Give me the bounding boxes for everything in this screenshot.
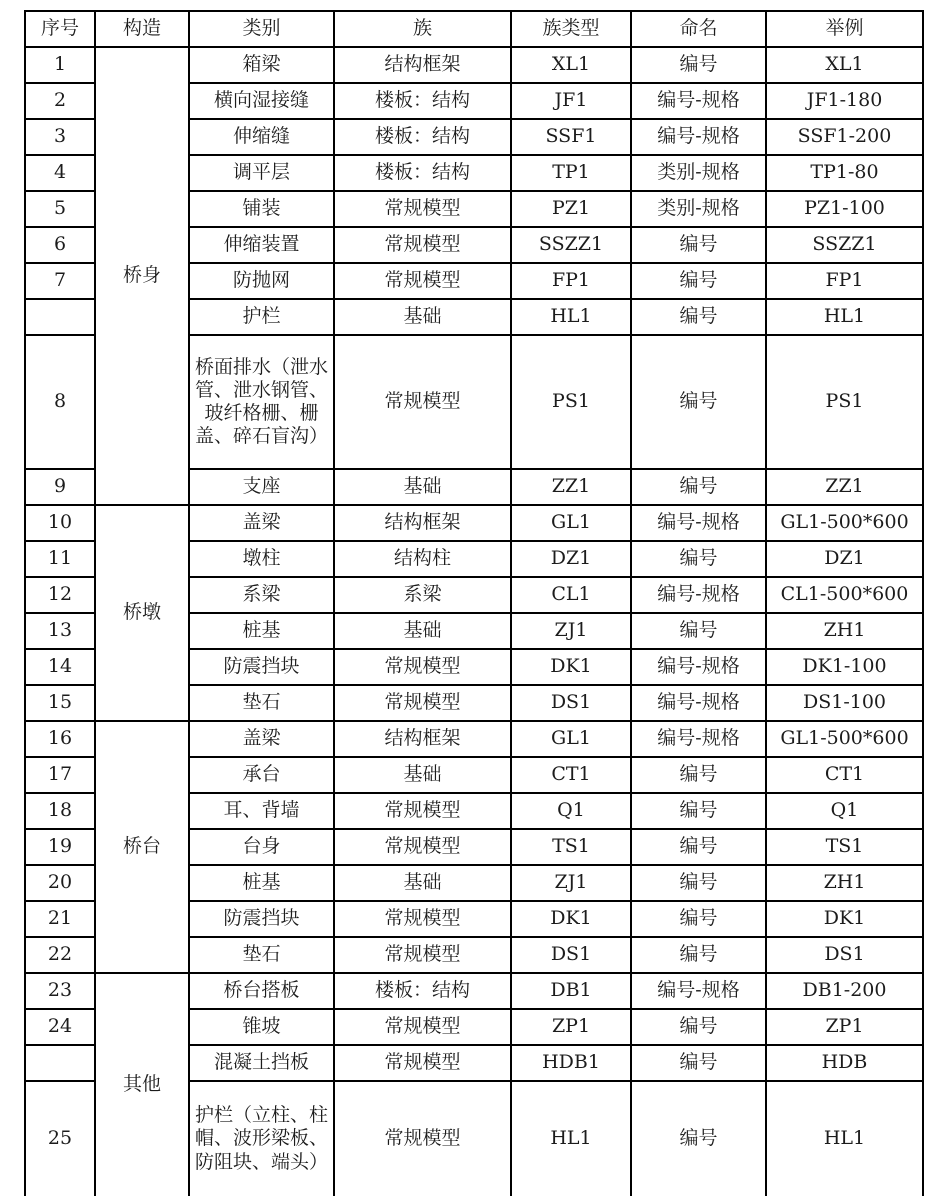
cell-no: 8 bbox=[25, 335, 95, 469]
cell-family-type: ZP1 bbox=[511, 1009, 631, 1045]
cell-family: 常规模型 bbox=[334, 793, 511, 829]
header-example: 举例 bbox=[766, 11, 923, 47]
cell-no: 20 bbox=[25, 865, 95, 901]
cell-no: 22 bbox=[25, 937, 95, 973]
cell-naming: 编号 bbox=[631, 1045, 766, 1081]
cell-no: 9 bbox=[25, 469, 95, 505]
cell-category: 锥坡 bbox=[189, 1009, 334, 1045]
header-family: 族 bbox=[334, 11, 511, 47]
cell-no: 13 bbox=[25, 613, 95, 649]
cell-naming: 编号-规格 bbox=[631, 577, 766, 613]
cell-naming: 编号 bbox=[631, 901, 766, 937]
cell-structure-group: 桥墩 bbox=[95, 505, 189, 721]
cell-category: 桩基 bbox=[189, 613, 334, 649]
cell-no: 23 bbox=[25, 973, 95, 1009]
cell-example: GL1-500*600 bbox=[766, 505, 923, 541]
cell-family: 常规模型 bbox=[334, 829, 511, 865]
cell-family-type: FP1 bbox=[511, 263, 631, 299]
cell-no bbox=[25, 299, 95, 335]
cell-no: 10 bbox=[25, 505, 95, 541]
cell-naming: 类别-规格 bbox=[631, 155, 766, 191]
cell-family-type: SSZZ1 bbox=[511, 227, 631, 263]
cell-family-type: DK1 bbox=[511, 901, 631, 937]
cell-no: 15 bbox=[25, 685, 95, 721]
cell-family-type: ZJ1 bbox=[511, 865, 631, 901]
cell-no: 17 bbox=[25, 757, 95, 793]
cell-family: 结构柱 bbox=[334, 541, 511, 577]
cell-no: 6 bbox=[25, 227, 95, 263]
cell-family: 常规模型 bbox=[334, 685, 511, 721]
cell-family: 基础 bbox=[334, 469, 511, 505]
cell-example: XL1 bbox=[766, 47, 923, 83]
cell-family-type: CL1 bbox=[511, 577, 631, 613]
cell-example: DK1-100 bbox=[766, 649, 923, 685]
cell-category: 伸缩缝 bbox=[189, 119, 334, 155]
cell-family: 基础 bbox=[334, 757, 511, 793]
cell-example: FP1 bbox=[766, 263, 923, 299]
cell-no: 5 bbox=[25, 191, 95, 227]
cell-category: 调平层 bbox=[189, 155, 334, 191]
cell-family-type: DB1 bbox=[511, 973, 631, 1009]
cell-category: 防震挡块 bbox=[189, 649, 334, 685]
cell-no: 4 bbox=[25, 155, 95, 191]
cell-category: 护栏（立柱、柱帽、波形梁板、防阻块、端头） bbox=[189, 1081, 334, 1196]
cell-category: 桩基 bbox=[189, 865, 334, 901]
cell-family: 常规模型 bbox=[334, 1045, 511, 1081]
cell-naming: 编号-规格 bbox=[631, 83, 766, 119]
cell-family-type: DS1 bbox=[511, 937, 631, 973]
cell-family-type: JF1 bbox=[511, 83, 631, 119]
cell-naming: 编号 bbox=[631, 299, 766, 335]
cell-family-type: HDB1 bbox=[511, 1045, 631, 1081]
cell-category: 垫石 bbox=[189, 685, 334, 721]
cell-no: 21 bbox=[25, 901, 95, 937]
cell-no: 3 bbox=[25, 119, 95, 155]
cell-category: 盖梁 bbox=[189, 721, 334, 757]
cell-family-type: ZZ1 bbox=[511, 469, 631, 505]
table-row bbox=[25, 721, 923, 757]
cell-family: 常规模型 bbox=[334, 937, 511, 973]
cell-example: ZH1 bbox=[766, 613, 923, 649]
cell-family: 楼板：结构 bbox=[334, 119, 511, 155]
cell-category: 承台 bbox=[189, 757, 334, 793]
cell-structure-group: 其他 bbox=[95, 973, 189, 1196]
cell-family-type: PZ1 bbox=[511, 191, 631, 227]
cell-example: Q1 bbox=[766, 793, 923, 829]
header-structure: 构造 bbox=[95, 11, 189, 47]
cell-example: HL1 bbox=[766, 299, 923, 335]
cell-category: 台身 bbox=[189, 829, 334, 865]
cell-family: 常规模型 bbox=[334, 901, 511, 937]
cell-naming: 编号 bbox=[631, 227, 766, 263]
cell-family: 常规模型 bbox=[334, 263, 511, 299]
cell-example: DZ1 bbox=[766, 541, 923, 577]
cell-family: 结构框架 bbox=[334, 47, 511, 83]
bim-naming-table bbox=[24, 10, 924, 1196]
cell-example: CT1 bbox=[766, 757, 923, 793]
cell-naming: 编号 bbox=[631, 793, 766, 829]
cell-family: 常规模型 bbox=[334, 227, 511, 263]
cell-family: 常规模型 bbox=[334, 191, 511, 227]
header-naming: 命名 bbox=[631, 11, 766, 47]
cell-no: 18 bbox=[25, 793, 95, 829]
cell-example: PS1 bbox=[766, 335, 923, 469]
cell-example: ZZ1 bbox=[766, 469, 923, 505]
cell-family: 基础 bbox=[334, 865, 511, 901]
cell-family-type: XL1 bbox=[511, 47, 631, 83]
cell-naming: 编号 bbox=[631, 541, 766, 577]
cell-family: 结构框架 bbox=[334, 505, 511, 541]
cell-structure-group: 桥身 bbox=[95, 47, 189, 505]
cell-family: 楼板：结构 bbox=[334, 83, 511, 119]
cell-no bbox=[25, 1045, 95, 1081]
cell-naming: 编号 bbox=[631, 47, 766, 83]
cell-no: 11 bbox=[25, 541, 95, 577]
cell-category: 铺装 bbox=[189, 191, 334, 227]
cell-example: HDB bbox=[766, 1045, 923, 1081]
cell-family-type: HL1 bbox=[511, 299, 631, 335]
cell-family-type: Q1 bbox=[511, 793, 631, 829]
cell-no: 1 bbox=[25, 47, 95, 83]
cell-category: 混凝土挡板 bbox=[189, 1045, 334, 1081]
header-family-type: 族类型 bbox=[511, 11, 631, 47]
cell-category: 桥台搭板 bbox=[189, 973, 334, 1009]
cell-naming: 编号 bbox=[631, 613, 766, 649]
cell-family-type: DS1 bbox=[511, 685, 631, 721]
cell-family-type: CT1 bbox=[511, 757, 631, 793]
cell-no: 2 bbox=[25, 83, 95, 119]
cell-naming: 编号 bbox=[631, 1009, 766, 1045]
cell-naming: 编号 bbox=[631, 469, 766, 505]
cell-no: 16 bbox=[25, 721, 95, 757]
header-category: 类别 bbox=[189, 11, 334, 47]
cell-example: CL1-500*600 bbox=[766, 577, 923, 613]
cell-example: DS1 bbox=[766, 937, 923, 973]
cell-category: 伸缩装置 bbox=[189, 227, 334, 263]
cell-no: 12 bbox=[25, 577, 95, 613]
cell-naming: 编号 bbox=[631, 937, 766, 973]
cell-family: 基础 bbox=[334, 299, 511, 335]
cell-category: 耳、背墙 bbox=[189, 793, 334, 829]
cell-naming: 编号-规格 bbox=[631, 721, 766, 757]
cell-family-type: SSF1 bbox=[511, 119, 631, 155]
cell-example: DK1 bbox=[766, 901, 923, 937]
cell-no: 25 bbox=[25, 1081, 95, 1196]
cell-category: 横向湿接缝 bbox=[189, 83, 334, 119]
cell-structure-group: 桥台 bbox=[95, 721, 189, 973]
cell-category: 盖梁 bbox=[189, 505, 334, 541]
header-no: 序号 bbox=[25, 11, 95, 47]
cell-category: 箱梁 bbox=[189, 47, 334, 83]
cell-category: 桥面排水（泄水管、泄水钢管、玻纤格栅、栅盖、碎石盲沟） bbox=[189, 335, 334, 469]
cell-example: TP1-80 bbox=[766, 155, 923, 191]
cell-example: PZ1-100 bbox=[766, 191, 923, 227]
cell-category: 防抛网 bbox=[189, 263, 334, 299]
cell-naming: 编号-规格 bbox=[631, 973, 766, 1009]
cell-family: 楼板：结构 bbox=[334, 973, 511, 1009]
cell-naming: 编号 bbox=[631, 757, 766, 793]
cell-family-type: TP1 bbox=[511, 155, 631, 191]
cell-example: HL1 bbox=[766, 1081, 923, 1196]
cell-family: 基础 bbox=[334, 613, 511, 649]
cell-no: 19 bbox=[25, 829, 95, 865]
cell-no: 7 bbox=[25, 263, 95, 299]
table-row bbox=[25, 47, 923, 83]
cell-example: SSF1-200 bbox=[766, 119, 923, 155]
cell-category: 防震挡块 bbox=[189, 901, 334, 937]
table-header-row bbox=[25, 11, 923, 47]
cell-example: GL1-500*600 bbox=[766, 721, 923, 757]
cell-naming: 编号-规格 bbox=[631, 685, 766, 721]
cell-family-type: DK1 bbox=[511, 649, 631, 685]
cell-naming: 编号 bbox=[631, 829, 766, 865]
cell-family-type: DZ1 bbox=[511, 541, 631, 577]
cell-example: TS1 bbox=[766, 829, 923, 865]
cell-category: 墩柱 bbox=[189, 541, 334, 577]
cell-family-type: TS1 bbox=[511, 829, 631, 865]
cell-family: 常规模型 bbox=[334, 649, 511, 685]
cell-category: 支座 bbox=[189, 469, 334, 505]
cell-naming: 编号 bbox=[631, 263, 766, 299]
cell-no: 24 bbox=[25, 1009, 95, 1045]
cell-example: JF1-180 bbox=[766, 83, 923, 119]
cell-example: ZP1 bbox=[766, 1009, 923, 1045]
cell-example: ZH1 bbox=[766, 865, 923, 901]
cell-naming: 编号-规格 bbox=[631, 119, 766, 155]
cell-naming: 类别-规格 bbox=[631, 191, 766, 227]
cell-category: 垫石 bbox=[189, 937, 334, 973]
cell-naming: 编号-规格 bbox=[631, 505, 766, 541]
cell-example: DB1-200 bbox=[766, 973, 923, 1009]
cell-family-type: GL1 bbox=[511, 721, 631, 757]
cell-example: DS1-100 bbox=[766, 685, 923, 721]
cell-family: 常规模型 bbox=[334, 335, 511, 469]
cell-family: 楼板：结构 bbox=[334, 155, 511, 191]
cell-naming: 编号 bbox=[631, 335, 766, 469]
cell-family-type: HL1 bbox=[511, 1081, 631, 1196]
cell-family: 结构框架 bbox=[334, 721, 511, 757]
cell-category: 护栏 bbox=[189, 299, 334, 335]
table-row bbox=[25, 973, 923, 1009]
cell-category: 系梁 bbox=[189, 577, 334, 613]
cell-family: 常规模型 bbox=[334, 1081, 511, 1196]
table-row bbox=[25, 505, 923, 541]
cell-no: 14 bbox=[25, 649, 95, 685]
cell-example: SSZZ1 bbox=[766, 227, 923, 263]
cell-naming: 编号 bbox=[631, 865, 766, 901]
cell-family-type: PS1 bbox=[511, 335, 631, 469]
cell-naming: 编号-规格 bbox=[631, 649, 766, 685]
cell-family-type: GL1 bbox=[511, 505, 631, 541]
cell-family: 常规模型 bbox=[334, 1009, 511, 1045]
cell-naming: 编号 bbox=[631, 1081, 766, 1196]
cell-family: 系梁 bbox=[334, 577, 511, 613]
cell-family-type: ZJ1 bbox=[511, 613, 631, 649]
